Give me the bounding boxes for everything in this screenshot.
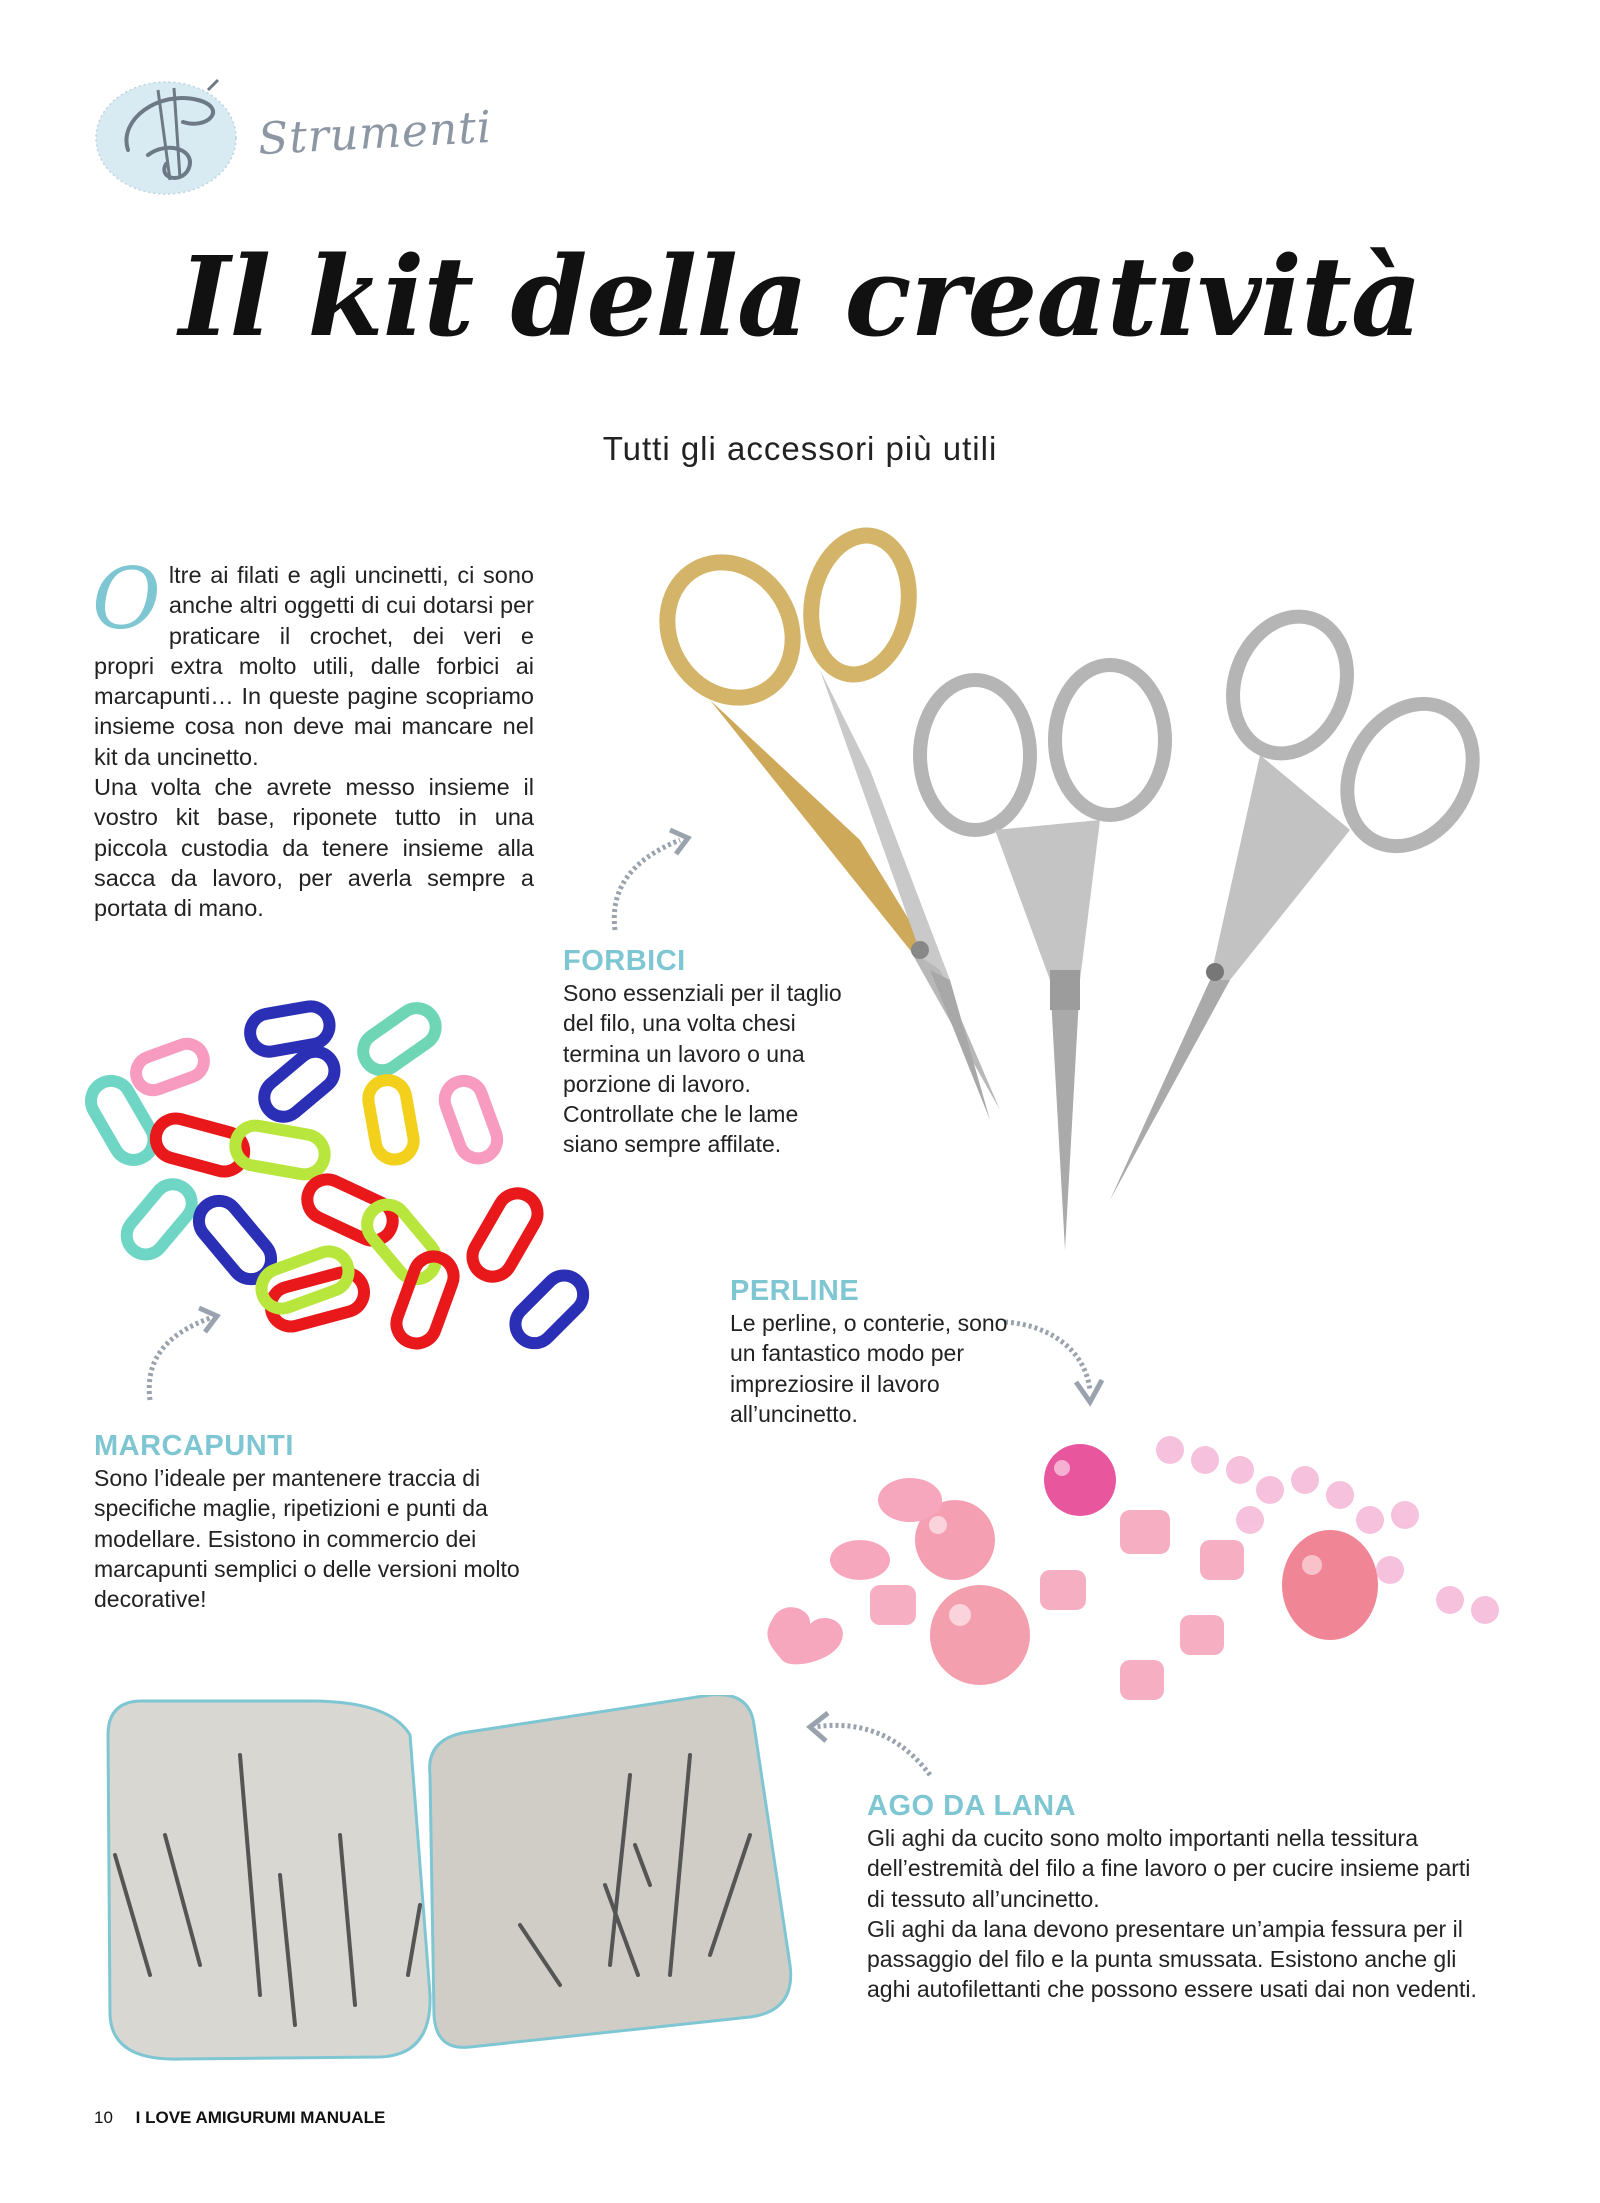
intro-paragraph-1: ltre ai filati e agli uncinetti, ci sono anche altri oggetti di cui dotarsi per praticare il crochet, dei veri e propri extra molto utili, dalle forbici ai marcapunti… In queste pagine scopriamo insieme cosa non deve mai mancare nel kit da uncinetto. [94,562,534,770]
perline-body: Le perline, o conterie, sono un fantastico modo per impreziosire il lavoro all’uncinetto. [730,1310,1008,1427]
intro-paragraph-2: Una volta che avrete messo insieme il vostro kit base, riponete tutto in una piccola custodia da tenere insieme alla sacca da lavoro, per averla sempre a portata di mano. [94,774,534,922]
page-title: Il kit della creatività [178,232,1422,361]
drop-cap: O [92,550,161,648]
ago-title: AGO DA LANA [867,1790,1077,1822]
ago-body-2: Gli aghi da lana devono presentare un’ampia fessura per il passaggio del filo e la punta smussata. Esistono anche gli aghi autofilettanti che possono essere usati dai non vedenti. [867,1915,1477,2003]
section-label: Strumenti [256,101,494,166]
section-perline [730,1275,1030,1429]
ago-body-1: Gli aghi da cucito sono molto importanti nella tessitura dell’estremità del filo a fine lavoro o per cucire insieme parti di tessuto all’uncinetto. [867,1825,1471,1912]
publication-name: I LOVE AMIGURUMI MANUALE [135,2108,386,2127]
forbici-body: Sono essenziali per il taglio del filo, una volta chesi termina un lavoro o una porzione di lavoro. Controllate che le lame siano sempre affilate. [563,980,842,1158]
forbici-title: FORBICI [563,945,686,977]
marcapunti-title: MARCAPUNTI [94,1430,294,1462]
needles-illustration [90,1695,830,2065]
straight-scissors-icon [1110,600,1498,1200]
page-subtitle: Tutti gli accessori più utili [602,430,998,467]
stitch-markers-illustration [60,990,620,1390]
page-footer [94,2108,385,2128]
beads-illustration [750,1420,1520,1720]
intro-text [92,550,534,924]
arrow-decor-icon [600,820,700,940]
section-marcapunti [94,1430,544,1614]
perline-title: PERLINE [730,1275,860,1307]
section-forbici [563,945,853,1160]
section-ago-da-lana [867,1790,1487,2005]
page-number: 10 [94,2108,113,2127]
marcapunti-body: Sono l’ideale per mantenere traccia di specifiche maglie, ripetizioni e punti da modellare. Esistono in commercio dei marcapunti semplici o delle versioni molto decorative! [94,1465,520,1613]
crochet-logo-icon [88,60,248,200]
